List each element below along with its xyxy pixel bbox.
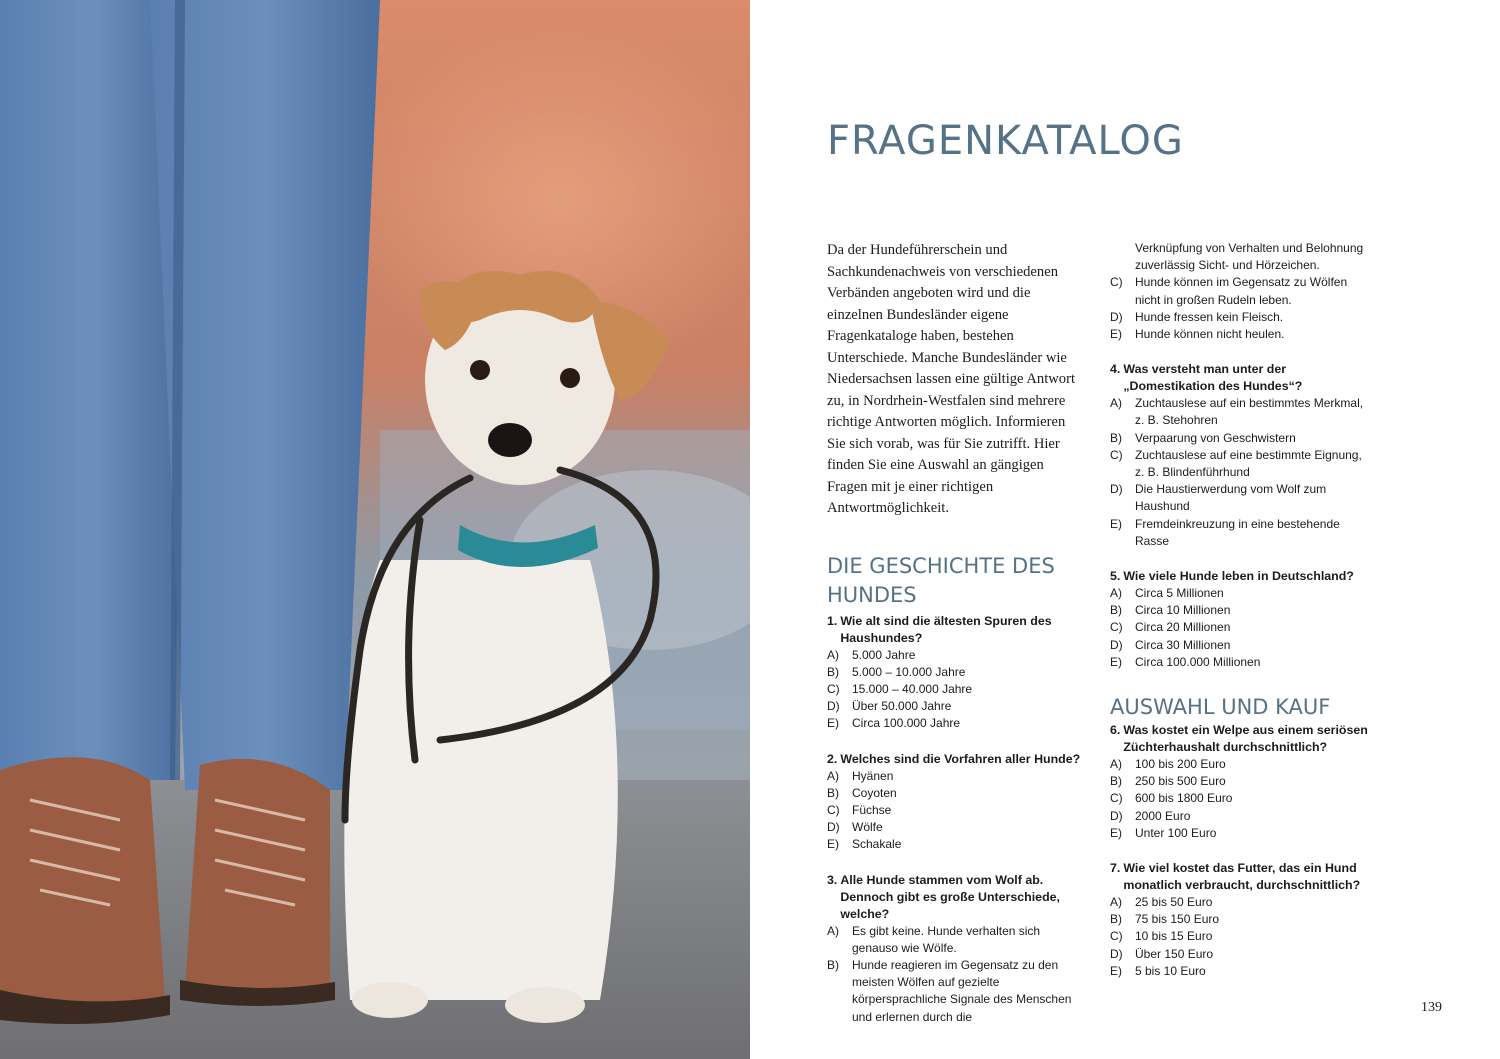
answer-text: 25 bis 50 Euro: [1135, 895, 1213, 910]
answer-option: [1110, 326, 1370, 343]
question-3: [827, 872, 1087, 1026]
answer-text: 15.000 – 40.000 Jahre: [852, 681, 973, 696]
answer-letter: E): [1110, 963, 1122, 978]
answer-text: 5 bis 10 Euro: [1135, 963, 1206, 978]
answer-text: Über 150 Euro: [1135, 946, 1214, 961]
answer-option: [827, 836, 1087, 853]
question-label: Was kostet ein Welpe aus einem seriösen Züchterhaushalt durchschnittlich?: [1123, 723, 1368, 755]
question-number: 1.: [827, 613, 838, 628]
answer-text: Circa 100.000 Millionen: [1135, 654, 1261, 669]
answer-letter: C): [1110, 275, 1123, 290]
answer-letter: B): [827, 664, 839, 679]
answer-option: [1110, 585, 1370, 602]
answer-text: Hunde reagieren im Gegensatz zu den meisten Wölfen auf gezielte körpersprachliche Signale des Menschen und erlernen durch die: [852, 957, 1072, 1024]
answer-letter: D): [827, 699, 840, 714]
question-label: Alle Hunde stammen vom Wolf ab. Dennoch gibt es große Unterschiede, welche?: [840, 872, 1060, 921]
answer-text: Coyoten: [852, 785, 897, 800]
answer-text: Wölfe: [852, 820, 883, 835]
answer-letter: B): [1110, 912, 1122, 927]
answer-text: Zuchtauslese auf ein bestimmtes Merkmal, z. B. Stehohren: [1135, 396, 1364, 428]
answer-letter: D): [1110, 946, 1123, 961]
question-text: [1110, 722, 1370, 756]
question-number: 2.: [827, 751, 838, 766]
answer-option: [1110, 654, 1370, 671]
answer-option: [1110, 274, 1370, 308]
question-7: [1110, 860, 1370, 980]
answer-text: 600 bis 1800 Euro: [1135, 791, 1233, 806]
answer-option: [1110, 516, 1370, 550]
text-column-left: [827, 240, 1087, 1044]
answer-text: Verpaarung von Geschwistern: [1135, 430, 1296, 445]
question-label: Wie viele Hunde leben in Deutschland?: [1123, 569, 1354, 584]
question-text: [827, 872, 1087, 923]
answer-text: 2000 Euro: [1135, 808, 1191, 823]
question-text: [1110, 860, 1370, 894]
answer-letter: E): [827, 716, 839, 731]
answer-option: [1110, 946, 1370, 963]
answer-option: [827, 698, 1087, 715]
answer-option: [827, 715, 1087, 732]
question-number: 4.: [1110, 362, 1121, 377]
answer-option: [1110, 963, 1370, 980]
answer-option: [827, 923, 1087, 957]
answer-text: Hunde fressen kein Fleisch.: [1135, 309, 1284, 324]
answer-text: Zuchtauslese auf eine bestimmte Eignung, z. B. Blindenführhund: [1135, 447, 1362, 480]
question-2: [827, 751, 1087, 854]
answer-option: [1110, 430, 1370, 447]
question-label: Welches sind die Vorfahren aller Hunde?: [840, 751, 1081, 766]
answer-text: 5.000 – 10.000 Jahre: [852, 664, 966, 679]
answer-letter: E): [1110, 327, 1122, 342]
answer-option: [1110, 637, 1370, 654]
answer-letter: D): [1110, 637, 1123, 652]
answer-letter: D): [1110, 482, 1123, 497]
answer-option: [827, 957, 1087, 1026]
answer-option: [1110, 928, 1370, 945]
answer-letter: B): [1110, 430, 1122, 445]
answer-text: Schakale: [852, 837, 902, 852]
question-5: [1110, 568, 1370, 671]
answer-option: [827, 785, 1087, 802]
answer-text: Über 50.000 Jahre: [852, 699, 952, 714]
answer-text: Circa 5 Millionen: [1135, 586, 1224, 601]
answer-letter: A): [827, 647, 839, 662]
answer-option: [1110, 756, 1370, 773]
question-label: Wie alt sind die ältesten Spuren des Haushundes?: [840, 613, 1052, 645]
question-text: [827, 613, 1087, 647]
answer-option: [827, 819, 1087, 836]
answer-letter: C): [1110, 620, 1123, 635]
answer-option: [1110, 447, 1370, 481]
question-label: Wie viel kostet das Futter, das ein Hund monatlich verbraucht, durchschnittlich?: [1123, 861, 1361, 893]
answer-letter: E): [1110, 654, 1122, 669]
answer-letter: C): [1110, 447, 1123, 462]
answer-text: Fremdeinkreuzung in eine bestehende Rasse: [1135, 516, 1340, 548]
answer-option: [1110, 602, 1370, 619]
question-text: [1110, 568, 1370, 585]
answer-letter: C): [1110, 791, 1123, 806]
answer-text: 100 bis 200 Euro: [1135, 757, 1226, 772]
answer-letter: B): [1110, 603, 1122, 618]
answer-letter: A): [1110, 396, 1122, 411]
answer-option: [1110, 894, 1370, 911]
answer-letter: A): [827, 768, 839, 783]
intro-paragraph: Da der Hundeführerschein und Sachkundenachweis von verschiedenen Verbänden angeboten wird und die einzelnen Bundesländer eigene Fragenkataloge haben, bestehen Unterschiede. Manche Bundesländer wie Niedersachsen lassen eine gültige Antwort zu, in Nordrhein-Westfalen sind mehrere richtige Antworten möglich. Informieren Sie sich vorab, was für Sie zutrifft. Hier finden Sie eine Auswahl an gängigen Fragen mit je einer richtigen Antwortmöglichkeit.: [827, 242, 1076, 516]
answer-option: [827, 664, 1087, 681]
question-1: [827, 613, 1087, 733]
question-text: [827, 751, 1087, 768]
answer-text: 10 bis 15 Euro: [1135, 929, 1213, 944]
answer-option: [827, 647, 1087, 664]
answer-letter: A): [827, 923, 839, 938]
answer-option: [1110, 825, 1370, 842]
answer-letter: B): [1110, 774, 1122, 789]
answer-option: [827, 768, 1087, 785]
answer-text: Es gibt keine. Hunde verhalten sich genauso wie Wölfe.: [852, 923, 1041, 955]
answer-option: [1110, 481, 1370, 515]
answer-text: Circa 30 Millionen: [1135, 637, 1231, 652]
text-column-right: [1110, 240, 1370, 998]
answer-text: Füchse: [852, 802, 892, 817]
answer-text: 75 bis 150 Euro: [1135, 912, 1220, 927]
answer-letter: E): [1110, 516, 1122, 531]
question-text: [1110, 361, 1370, 395]
answer-text: Hunde können im Gegensatz zu Wölfen nicht in großen Rudeln leben.: [1135, 275, 1348, 307]
answer-text-continued: Verknüpfung von Verhalten und Belohnung zuverlässig Sicht- und Hörzeichen.: [1135, 241, 1364, 273]
answer-option: [1110, 911, 1370, 928]
question-label: Was versteht man unter der „Domestikation des Hundes“?: [1123, 362, 1303, 394]
answer-letter: A): [1110, 586, 1122, 601]
section-heading-history: DIE GESCHICHTE DES HUNDES: [827, 553, 1055, 607]
question-number: 5.: [1110, 569, 1121, 584]
answer-letter: E): [1110, 825, 1122, 840]
answer-text: 5.000 Jahre: [852, 647, 916, 662]
answer-text: Hyänen: [852, 768, 894, 783]
answer-option: [1110, 395, 1370, 429]
answer-letter: B): [827, 957, 839, 972]
answer-letter: C): [827, 802, 840, 817]
answer-option: [827, 802, 1087, 819]
section-heading-purchase: AUSWAHL UND KAUF: [1110, 695, 1331, 720]
question-number: 7.: [1110, 861, 1121, 876]
answer-letter: E): [827, 837, 839, 852]
answer-text: Circa 100.000 Jahre: [852, 716, 961, 731]
answer-text: Circa 10 Millionen: [1135, 603, 1231, 618]
question-number: 3.: [827, 872, 838, 887]
answer-option: [827, 681, 1087, 698]
question-6: [1110, 722, 1370, 842]
answer-option: [1110, 619, 1370, 636]
answer-letter: A): [1110, 895, 1122, 910]
answer-letter: D): [1110, 808, 1123, 823]
answer-text: Circa 20 Millionen: [1135, 620, 1231, 635]
answer-text: Die Haustierwerdung vom Wolf zum Haushund: [1135, 482, 1327, 514]
answer-option: [1110, 773, 1370, 790]
answer-letter: C): [1110, 929, 1123, 944]
question-4: [1110, 361, 1370, 550]
answer-text: 250 bis 500 Euro: [1135, 774, 1226, 789]
answer-text: Hunde können nicht heulen.: [1135, 327, 1285, 342]
answer-letter: A): [1110, 757, 1122, 772]
answer-letter: C): [827, 681, 840, 696]
answer-option: [1110, 808, 1370, 825]
question-3-continued: [1110, 240, 1370, 343]
page-title: FRAGENKATALOG: [827, 118, 1184, 164]
answer-letter: D): [1110, 309, 1123, 324]
page-number: 139: [1421, 1000, 1442, 1015]
answer-option: [1110, 790, 1370, 807]
answer-letter: B): [827, 785, 839, 800]
answer-text: Unter 100 Euro: [1135, 825, 1217, 840]
answer-option: [1110, 309, 1370, 326]
answer-letter: D): [827, 820, 840, 835]
question-number: 6.: [1110, 723, 1121, 738]
